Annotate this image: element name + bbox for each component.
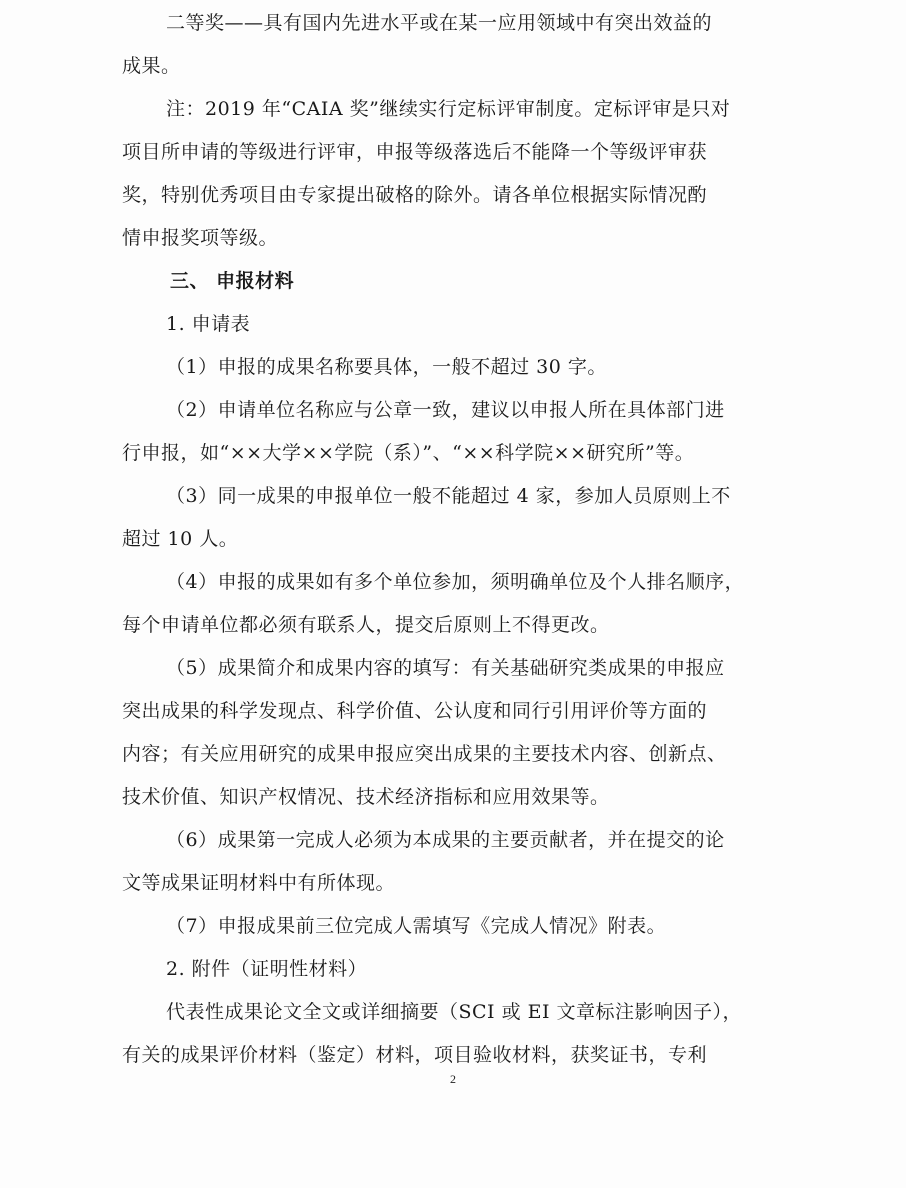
subsection-application-form: 1. 申请表 (166, 313, 251, 335)
subsection-attachments: 2. 附件（证明性材料） (166, 958, 368, 980)
item-3-line-2: 超过 10 人。 (122, 528, 239, 550)
attachment-paragraph-line-2: 有关的成果评价材料（鉴定）材料，项目验收材料，获奖证书，专利 (122, 1044, 708, 1066)
page-number: 2 (450, 1072, 456, 1086)
item-5-line-2: 突出成果的科学发现点、科学价值、公认度和同行引用评价等方面的 (122, 700, 708, 722)
item-5-line-1: （5）成果简介和成果内容的填写：有关基础研究类成果的申报应 (166, 657, 725, 679)
paragraph-note-line-1: 注：2019 年“CAIA 奖”继续实行定标评审制度。定标评审是只对 (166, 98, 731, 120)
item-4-line-2: 每个申请单位都必须有联系人，提交后原则上不得更改。 (122, 614, 610, 636)
paragraph-second-prize-line-2: 成果。 (122, 55, 181, 77)
item-5-line-3: 内容；有关应用研究的成果申报应突出成果的主要技术内容、创新点、 (122, 743, 727, 765)
paragraph-note-line-2: 项目所申请的等级进行评审，申报等级落选后不能降一个等级评审获 (122, 141, 708, 163)
item-6-line-1: （6）成果第一完成人必须为本成果的主要贡献者，并在提交的论 (166, 829, 725, 851)
paragraph-second-prize-line-1: 二等奖——具有国内先进水平或在某一应用领域中有突出效益的 (166, 12, 713, 34)
document-body (122, 2, 782, 1077)
item-7-line-1: （7）申报成果前三位完成人需填写《完成人情况》附表。 (166, 915, 667, 937)
paragraph-note-line-3: 奖，特别优秀项目由专家提出破格的除外。请各单位根据实际情况酌 (122, 184, 708, 206)
item-2-line-1: （2）申请单位名称应与公章一致，建议以申报人所在具体部门进 (166, 399, 725, 421)
attachment-paragraph-line-1: 代表性成果论文全文或详细摘要（SCI 或 EI 文章标注影响因子）， (166, 1001, 743, 1023)
item-5-line-4: 技术价值、知识产权情况、技术经济指标和应用效果等。 (122, 786, 610, 808)
section-heading: 三、 申报材料 (170, 270, 295, 292)
item-4-line-1: （4）申报的成果如有多个单位参加，须明确单位及个人排名顺序， (166, 571, 745, 593)
item-1-line-1: （1）申报的成果名称要具体，一般不超过 30 字。 (166, 356, 607, 378)
paragraph-note-line-4: 情申报奖项等级。 (122, 227, 279, 249)
item-6-line-2: 文等成果证明材料中有所体现。 (122, 872, 396, 894)
item-3-line-1: （3）同一成果的申报单位一般不能超过 4 家，参加人员原则上不 (166, 485, 731, 507)
item-2-line-2: 行申报，如“××大学××学院（系）”、“××科学院××研究所”等。 (122, 442, 695, 464)
